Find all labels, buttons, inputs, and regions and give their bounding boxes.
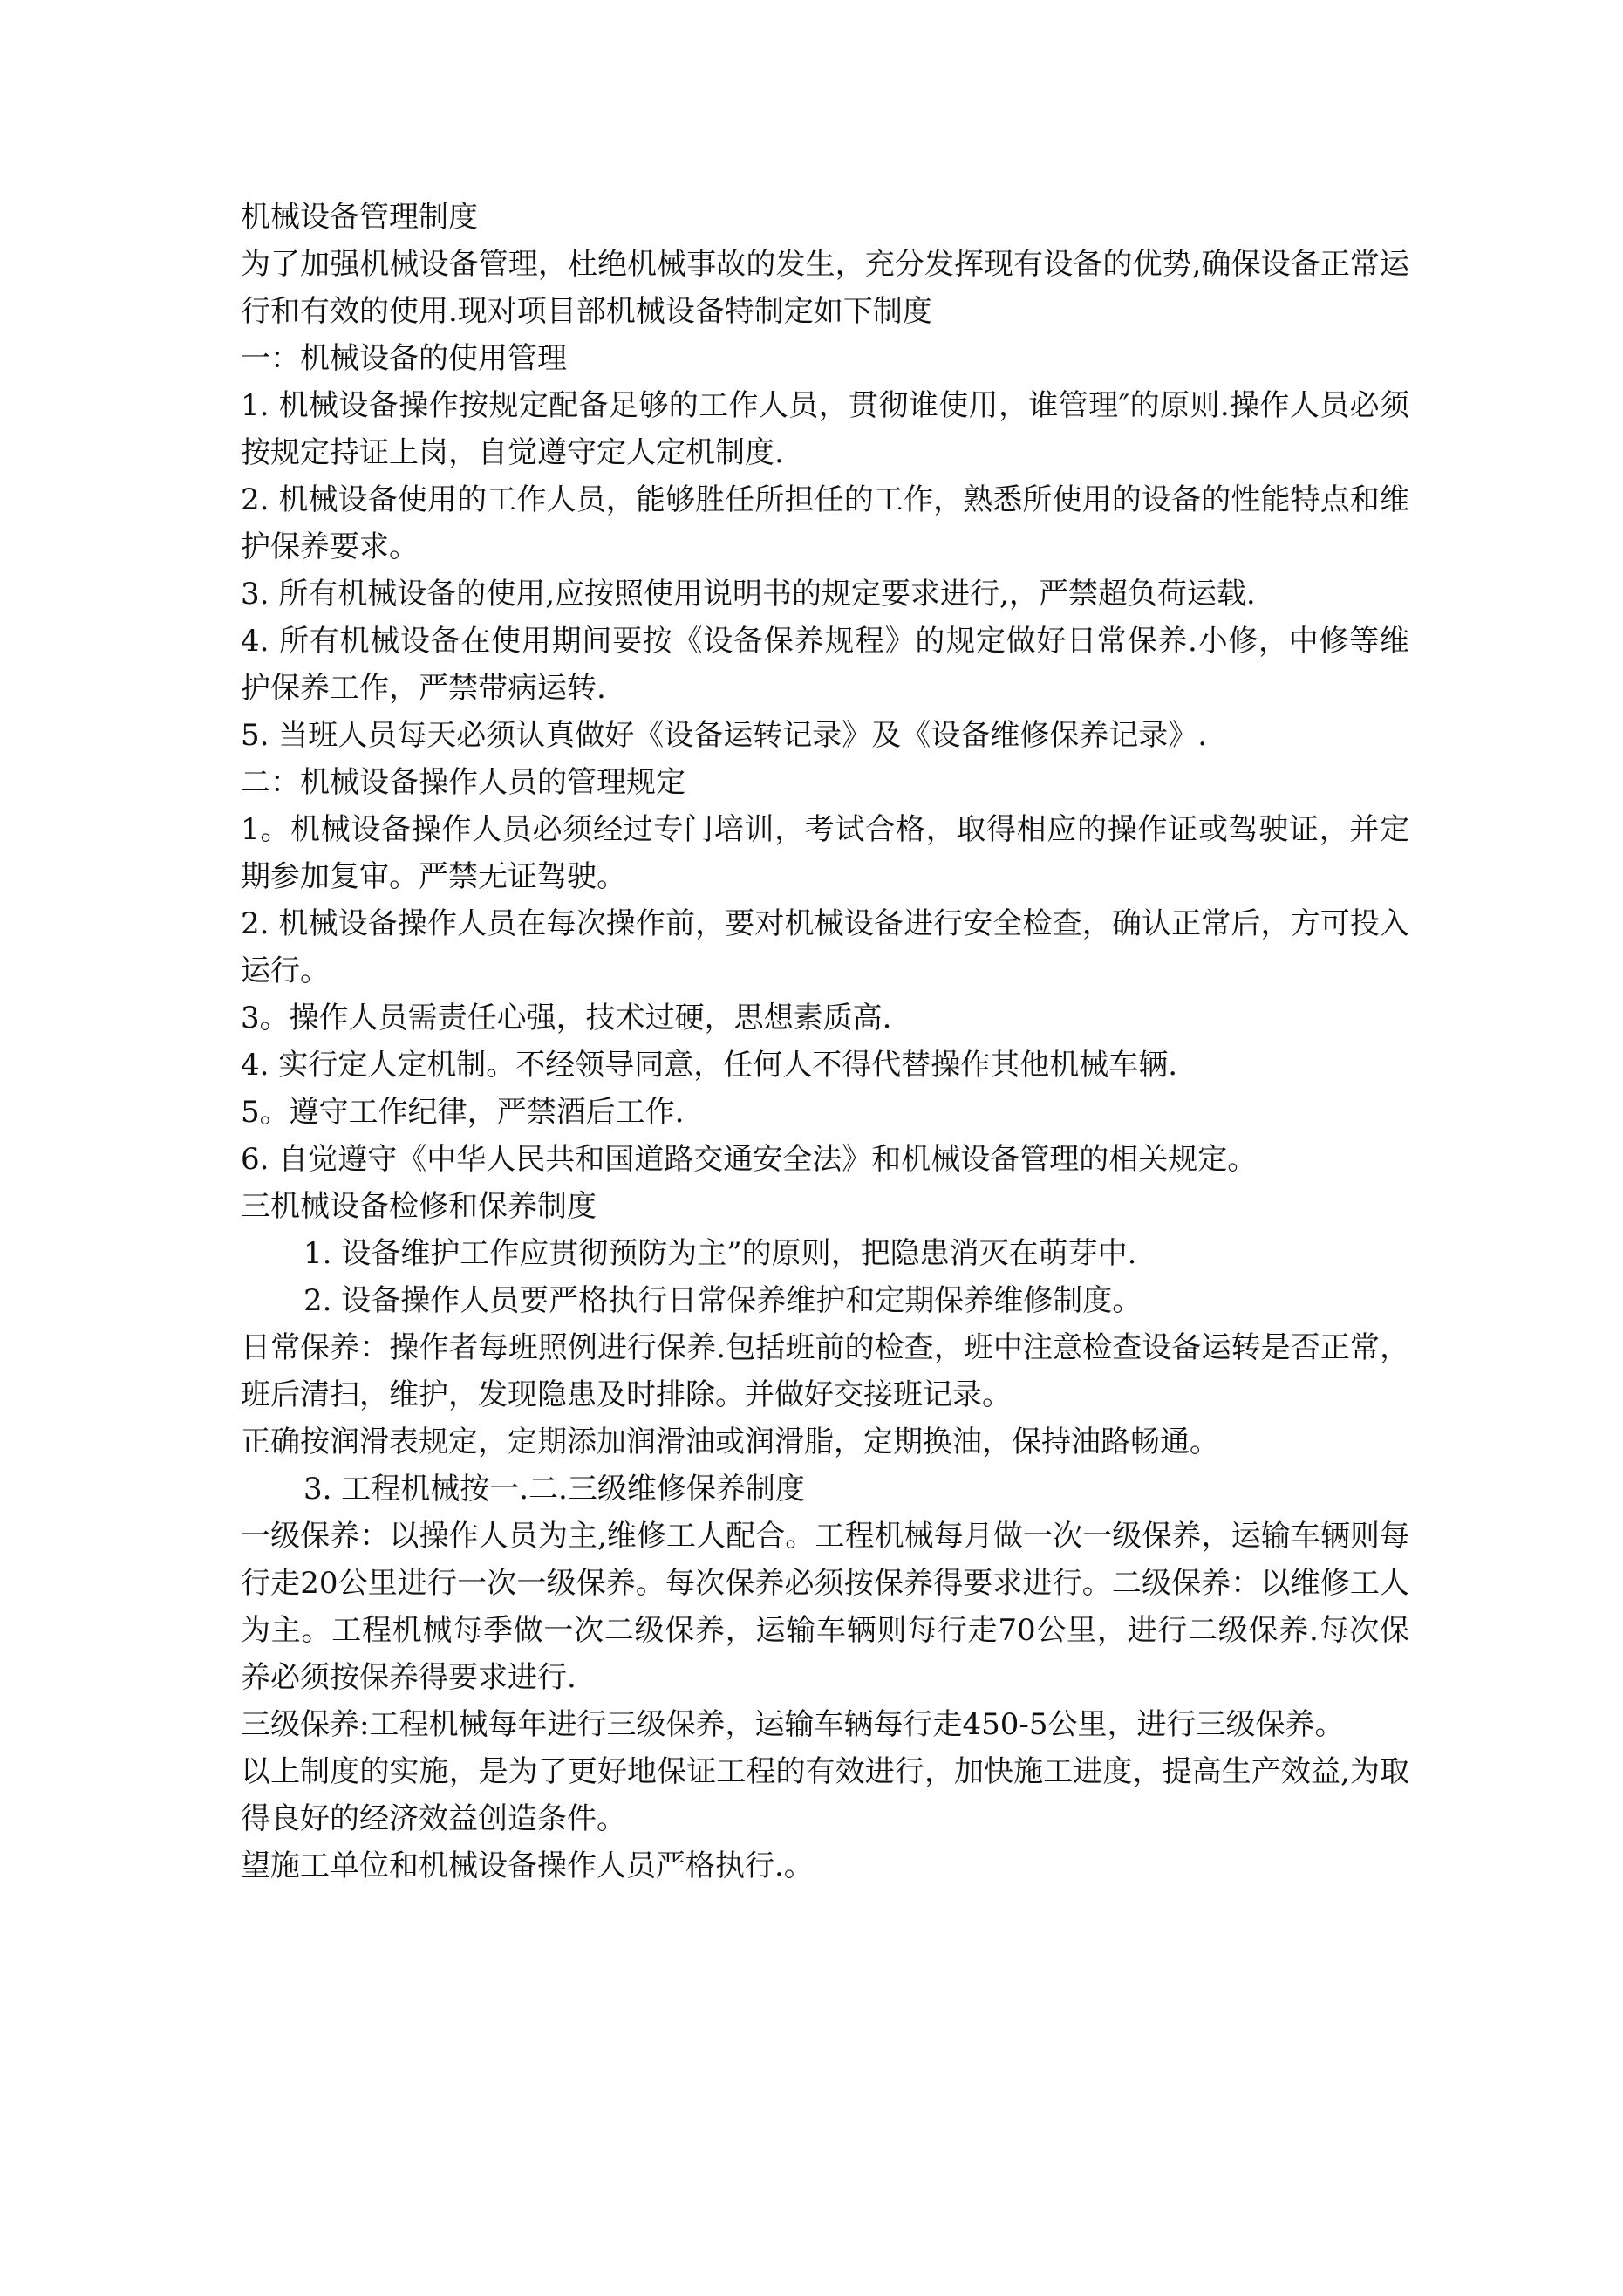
section-3-item-2: 2. 设备操作人员要严格执行日常保养维护和定期保养维修制度。 (303, 1283, 1142, 1318)
section-2-item-1: 1。机械设备操作人员必须经过专门培训，考试合格，取得相应的操作证或驾驶证，并定期参加复审。严禁无证驾驶。 (241, 812, 1409, 894)
section-1-item-3: 3. 所有机械设备的使用,应按照使用说明书的规定要求进行,，严禁超负荷运载. (241, 577, 1256, 612)
lubrication-paragraph: 正确按润滑表规定，定期添加润滑油或润滑脂，定期换油，保持油路畅通。 (241, 1425, 1219, 1459)
section-3-heading: 三机械设备检修和保养制度 (241, 1189, 597, 1224)
section-3-item-3: 3. 工程机械按一.二.三级维修保养制度 (303, 1472, 805, 1507)
section-1-item-5: 5. 当班人员每天必须认真做好《设备运转记录》及《设备维修保养记录》. (241, 718, 1208, 753)
closing-paragraph-1: 以上制度的实施，是为了更好地保证工程的有效进行，加快施工进度，提高生产效益,为取得良好的经济效益创造条件。 (241, 1754, 1409, 1836)
section-2-item-4: 4. 实行定人定机制。不经领导同意，任何人不得代替操作其他机械车辆. (241, 1048, 1178, 1083)
section-2-item-5: 5。遵守工作纪律，严禁酒后工作. (241, 1095, 685, 1130)
daily-maintenance-paragraph: 日常保养：操作者每班照例进行保养.包括班前的检查，班中注意检查设备运转是否正常，班后清扫，维护，发现隐患及时排除。并做好交接班记录。 (241, 1330, 1409, 1412)
section-2-item-6: 6. 自觉遵守《中华人民共和国道路交通安全法》和机械设备管理的相关规定。 (241, 1142, 1258, 1177)
intro-paragraph: 为了加强机械设备管理，杜绝机械事故的发生，充分发挥现有设备的优势,确保设备正常运行和有效的使用.现对项目部机械设备特制定如下制度 (241, 247, 1409, 329)
document-body (241, 194, 1409, 1889)
level-1-2-maintenance-paragraph: 一级保养：以操作人员为主,维修工人配合。工程机械每月做一次一级保养，运输车辆则每行走20公里进行一次一级保养。每次保养必须按保养得要求进行。二级保养：以维修工人为主。工程机械每季做一次二级保养，运输车辆则每行走70公里，进行二级保养.每次保养必须按保养得要求进行. (241, 1519, 1409, 1695)
section-1-item-4: 4. 所有机械设备在使用期间要按《设备保养规程》的规定做好日常保养.小修，中修等维护保养工作，严禁带病运转. (241, 624, 1409, 706)
section-2-item-2: 2. 机械设备操作人员在每次操作前，要对机械设备进行安全检查，确认正常后，方可投入运行。 (241, 906, 1409, 988)
closing-paragraph-2: 望施工单位和机械设备操作人员严格执行.。 (241, 1848, 814, 1883)
section-1-item-1: 1. 机械设备操作按规定配备足够的工作人员，贯彻谁使用，谁管理″的原则.操作人员必须按规定持证上岗，自觉遵守定人定机制度. (241, 388, 1409, 470)
section-1-item-2: 2. 机械设备使用的工作人员，能够胜任所担任的工作，熟悉所使用的设备的性能特点和维护保养要求。 (241, 482, 1409, 564)
document-title: 机械设备管理制度 (241, 200, 478, 235)
section-2-item-3: 3。操作人员需责任心强，技术过硬，思想素质高. (241, 1001, 892, 1035)
section-1-heading: 一：机械设备的使用管理 (241, 341, 567, 376)
section-2-heading: 二：机械设备操作人员的管理规定 (241, 765, 685, 800)
level-3-maintenance-paragraph: 三级保养:工程机械每年进行三级保养，运输车辆每行走450-5公里，进行三级保养。 (241, 1707, 1345, 1742)
section-3-item-1: 1. 设备维护工作应贯彻预防为主”的原则，把隐患消灭在萌芽中. (303, 1236, 1137, 1271)
